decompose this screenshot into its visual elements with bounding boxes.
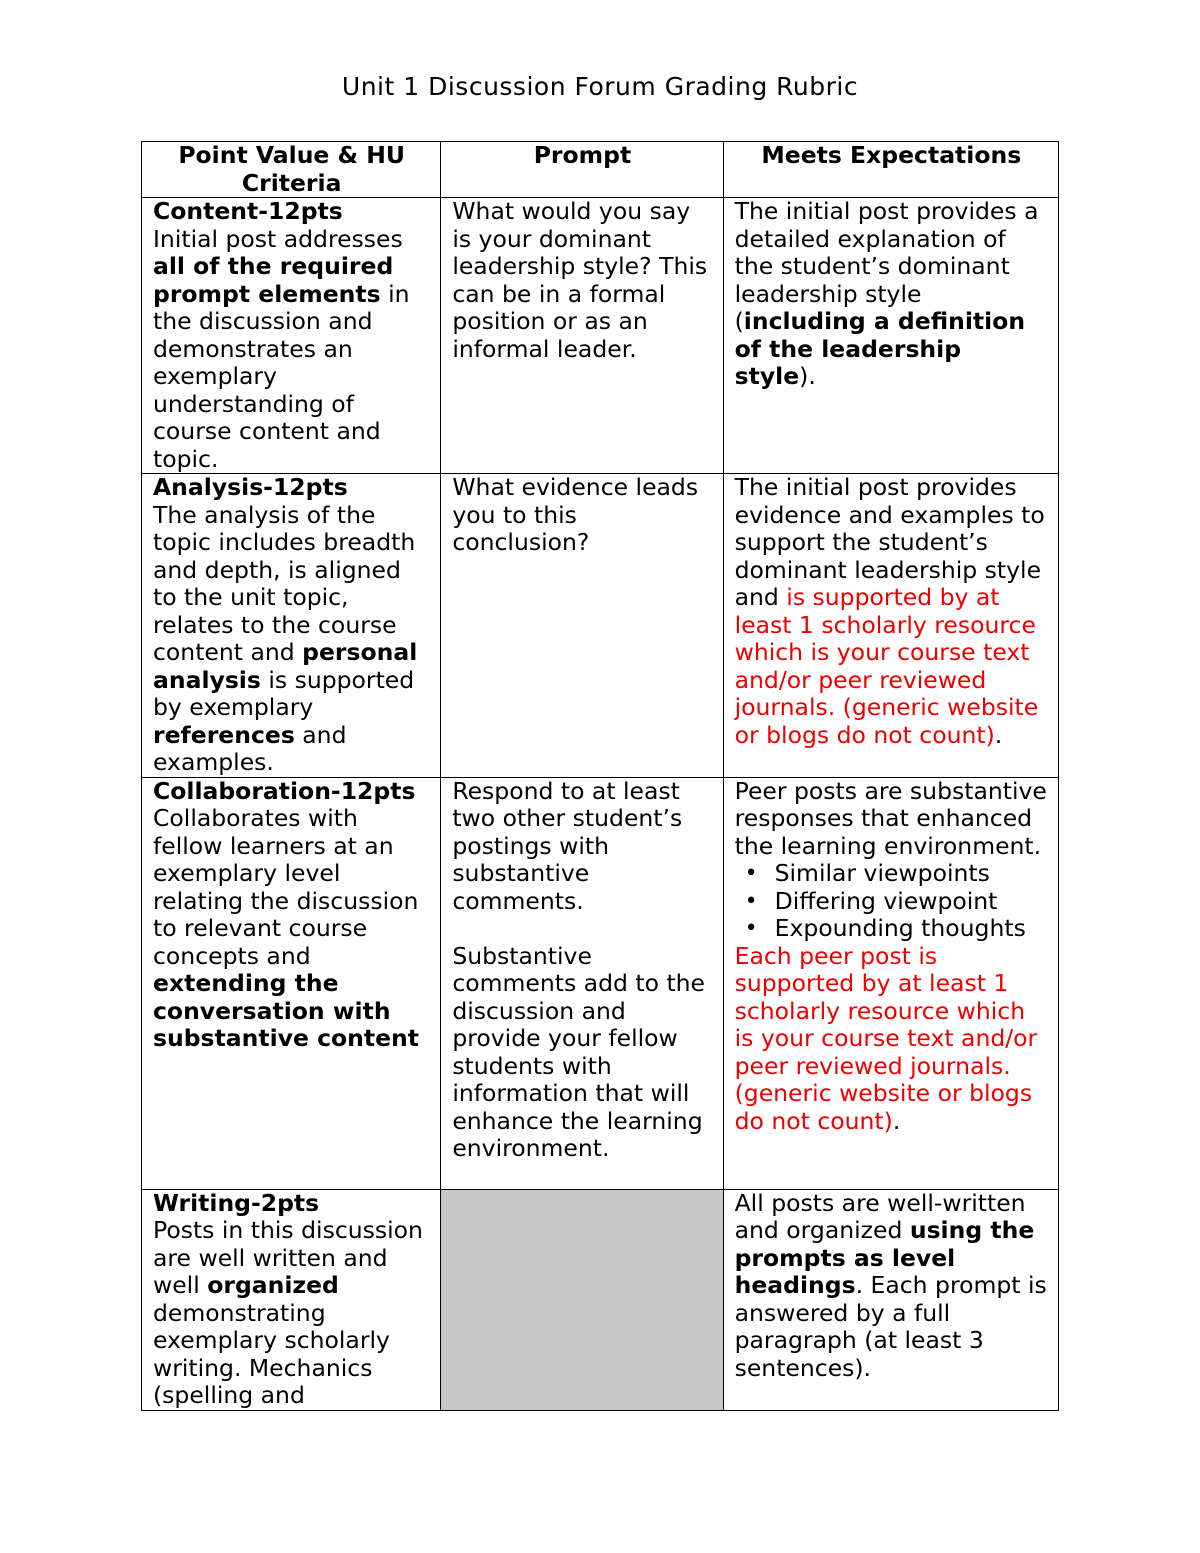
table-row xyxy=(142,198,1059,474)
expectation-cell xyxy=(723,198,1058,474)
criteria-cell xyxy=(142,1189,441,1410)
prompt-cell xyxy=(441,777,723,1189)
expectation-text-bold: using the prompts as level headings xyxy=(734,1216,1035,1299)
expectation-cell xyxy=(723,1189,1058,1410)
expectation-text-part: . xyxy=(892,1106,901,1135)
criteria-text xyxy=(153,1217,430,1410)
criteria-text-part: Posts in this discussion are well written and well xyxy=(153,1216,423,1299)
table-row xyxy=(142,474,1059,778)
rubric-table xyxy=(141,141,1059,1411)
criteria-text-bold: extending the conversation with substantive content xyxy=(153,969,420,1052)
paragraph-gap xyxy=(452,915,712,943)
criteria-text xyxy=(153,805,430,1053)
table-row xyxy=(142,777,1059,1189)
expectation-cell xyxy=(723,777,1058,1189)
criteria-text-part: The analysis of the topic includes breadth and depth, is aligned to the unit topic, relates to the course content and xyxy=(153,500,416,666)
criteria-title: Analysis-12pts xyxy=(153,473,348,501)
criteria-text-bold: references xyxy=(153,720,295,749)
prompt-cell: What would you say is your dominant leadership style? This can be in a formal position or as an informal leader. xyxy=(441,198,723,474)
criteria-title: Writing-2pts xyxy=(153,1189,320,1217)
criteria-text xyxy=(153,502,430,777)
prompt-text: Respond to at least two other student’s postings with substantive comments. xyxy=(452,777,683,915)
expectation-text-part: . Each prompt is answered by a full paragraph (at least 3 sentences). xyxy=(734,1271,1047,1382)
criteria-text-bold: all of the required prompt elements xyxy=(153,252,394,308)
expectation-text-part: . xyxy=(994,720,1003,749)
list-item: • Differing viewpoint xyxy=(745,888,1048,916)
prompt-text-extra: Substantive comments add to the discussion and provide your fellow students with information that will enhance the learning environment. xyxy=(452,941,706,1162)
criteria-text-part: is supported by exemplary xyxy=(153,665,415,721)
expectation-cell xyxy=(723,474,1058,778)
criteria-title: Collaboration-12pts xyxy=(153,777,416,805)
header-criteria: Point Value & HU Criteria xyxy=(142,142,441,198)
expectation-text-bold: including a definition of the leadership style xyxy=(734,307,1026,390)
expectation-text-red: Each peer post is supported by at least 1 scholarly resource which is your course text and/or peer reviewed journals. (generic website or blogs do not count) xyxy=(734,941,1038,1135)
expectation-text-part: The initial post provides a detailed explanation of the student’s dominant leadership style ( xyxy=(734,197,1039,335)
header-prompt: Prompt xyxy=(441,142,723,198)
criteria-cell xyxy=(142,777,441,1189)
list-item: • Similar viewpoints xyxy=(745,860,1048,888)
criteria-text-part: in the discussion and demonstrates an exemplary understanding of course content and topic. xyxy=(153,279,410,473)
expectation-text-red: is supported by at least 1 scholarly resource which is your course text and/or peer reviewed journals. (generic website or blogs do not count) xyxy=(734,583,1039,749)
criteria-text-part: demonstrating exemplary scholarly writing. Mechanics (spelling and xyxy=(153,1298,390,1409)
prompt-cell-empty xyxy=(441,1189,723,1410)
expectation-text-part: ). xyxy=(799,362,816,390)
page-title: Unit 1 Discussion Forum Grading Rubric xyxy=(341,72,859,101)
expectation-intro: Peer posts are substantive responses that enhanced the learning environment. xyxy=(734,777,1047,860)
expectation-requirement xyxy=(735,943,1048,1136)
expectation-text-part: The initial post provides evidence and examples to support the student’s dominant leadership style and xyxy=(734,473,1045,611)
criteria-cell xyxy=(142,474,441,778)
list-item: • Expounding thoughts xyxy=(745,915,1048,943)
table-header-row xyxy=(142,142,1059,198)
criteria-text xyxy=(153,226,430,474)
criteria-text-bold: personal analysis xyxy=(153,638,418,694)
expectation-bullet-list xyxy=(735,860,1048,943)
criteria-cell xyxy=(142,198,441,474)
criteria-text-part: Collaborates with fellow learners at an exemplary level relating the discussion to relevant course concepts and xyxy=(153,804,419,970)
header-expectations: Meets Expectations xyxy=(723,142,1058,198)
table-row xyxy=(142,1189,1059,1410)
expectation-text-part: All posts are well-written and organized xyxy=(734,1189,1026,1244)
criteria-text-part: and examples. xyxy=(153,720,347,776)
criteria-text-bold: organized xyxy=(207,1271,339,1299)
prompt-cell: What evidence leads you to this conclusion? xyxy=(441,474,723,778)
criteria-text-part: Initial post addresses xyxy=(153,224,403,253)
criteria-title: Content-12pts xyxy=(153,197,343,225)
